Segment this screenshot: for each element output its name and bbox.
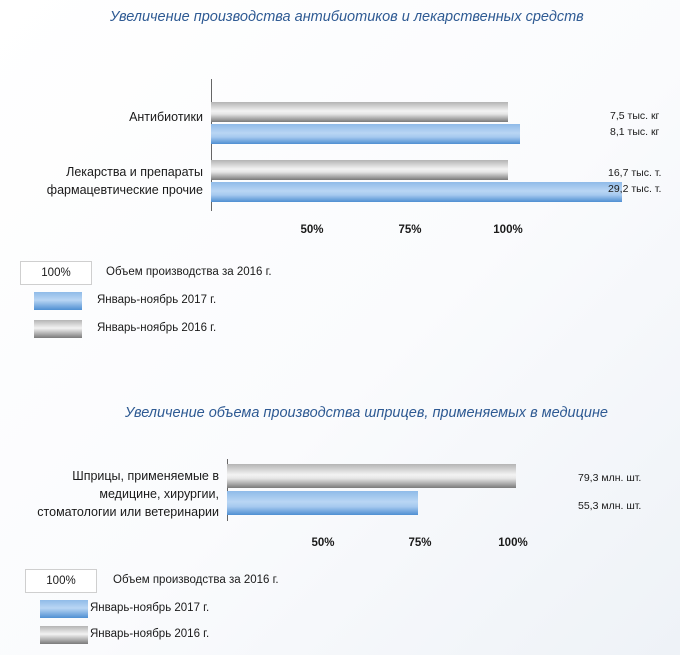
chart1-bar-2016-pharma [211,160,508,180]
chart1-data-label: 16,7 тыс. т. [608,167,662,179]
chart2-data-label: 55,3 млн. шт. [578,500,642,512]
chart1-legend-swatch-2017 [34,292,82,310]
chart2-tick-label: 100% [498,537,528,549]
chart1-bar-2016-antibiotics [211,102,508,122]
chart1-title: Увеличение производства антибиотиков и лекарственных средств [110,9,584,25]
chart1-bar-2017-pharma [211,182,622,202]
chart2-legend-2017-label: Январь-ноябрь 2017 г. [90,602,210,614]
chart1-tick-label: 100% [493,224,523,236]
chart2-bar-2017-syringes [227,491,418,515]
chart2-bar-2016-syringes [227,464,516,488]
chart1-tick-label: 50% [300,224,324,236]
chart1-legend-baseline-label: Объем производства за 2016 г. [106,266,272,278]
chart2-legend-2016-label: Январь-ноябрь 2016 г. [90,628,210,640]
chart2-legend-swatch-2016 [40,626,88,644]
chart1-category-label: Антибиотики [129,110,203,124]
chart2-legend-swatch-2017 [40,600,88,618]
chart2-tick-label: 75% [408,537,432,549]
chart1-data-label: 8,1 тыс. кг [610,126,660,138]
chart2-data-label: 79,3 млн. шт. [578,472,642,484]
chart1-legend-baseline-box: 100% [20,261,92,285]
chart2-legend-baseline-label: Объем производства за 2016 г. [113,574,279,586]
chart2-category-label: Шприцы, применяемые в медицине, хирургии, стоматологии или ветеринарии [37,469,219,519]
chart1-data-label: 7,5 тыс. кг [610,110,660,122]
chart2-title: Увеличение объема производства шприцев, применяемых в медицине [125,405,608,421]
chart1-bar-2017-antibiotics [211,124,520,144]
chart1-legend-swatch-2016 [34,320,82,338]
chart1-legend-2017-label: Январь-ноябрь 2017 г. [97,294,217,306]
chart1-tick-label: 75% [398,224,422,236]
chart2-tick-label: 50% [311,537,335,549]
chart2-legend-baseline-box: 100% [25,569,97,593]
chart1-legend-2016-label: Январь-ноябрь 2016 г. [97,322,217,334]
chart1-category-label: Лекарства и препараты фармацевтические прочие [46,165,203,197]
chart1-data-label: 29,2 тыс. т. [608,183,662,195]
